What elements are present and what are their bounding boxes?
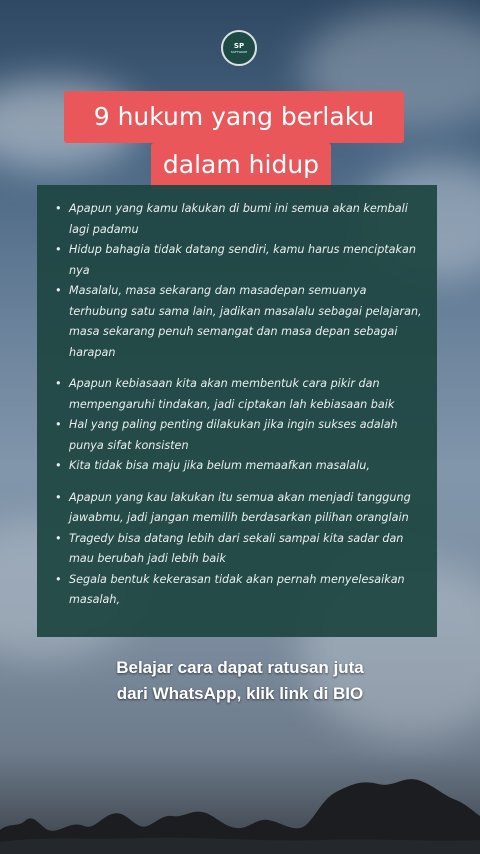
- promo-line-1: Belajar cara dapat ratusan juta: [116, 658, 364, 677]
- title-line-1: 9 hukum yang berlaku: [64, 91, 404, 143]
- logo-text: SP: [233, 42, 245, 50]
- law-list: [53, 199, 423, 611]
- content-card: [37, 185, 437, 637]
- list-item: • Apapun yang kamu lakukan di bumi ini semua akan kembali lagi padamu: [53, 199, 423, 240]
- promo-caption: [40, 655, 440, 707]
- logo-subtext: SOFTWARE: [230, 50, 248, 54]
- list-item: • Masalalu, masa sekarang dan masadepan semuanya terhubung satu sama lain, jadikan masalalu sebagai pelajaran, masa sekarang penuh semangat dan masa depan sebagai harapan: [53, 281, 423, 363]
- title-line-2: dalam hidup: [151, 143, 331, 190]
- tree-silhouette: [0, 770, 480, 854]
- list-item: • Apapun yang kau lakukan itu semua akan menjadi tanggung jawabmu, jadi jangan memilih berdasarkan pilihan oranglain: [53, 488, 423, 529]
- list-item: • Apapun kebiasaan kita akan membentuk cara pikir dan mempengaruhi tindakan, jadi ciptakan lah kebiasaan baik: [53, 374, 423, 415]
- list-item: • Segala bentuk kekerasan tidak akan pernah menyelesaikan masalah,: [53, 570, 423, 611]
- list-item: • Hidup bahagia tidak datang sendiri, kamu harus menciptakan nya: [53, 240, 423, 281]
- list-item: • Hal yang paling penting dilakukan jika ingin sukses adalah punya sifat konsisten: [53, 415, 423, 456]
- promo-line-2: dari WhatsApp, klik link di BIO: [116, 684, 364, 703]
- logo-badge[interactable]: [221, 30, 257, 66]
- list-item: • Tragedy bisa datang lebih dari sekali sampai kita sadar dan mau berubah jadi lebih baik: [53, 529, 423, 570]
- list-item: • Kita tidak bisa maju jika belum memaafkan masalalu,: [53, 456, 423, 477]
